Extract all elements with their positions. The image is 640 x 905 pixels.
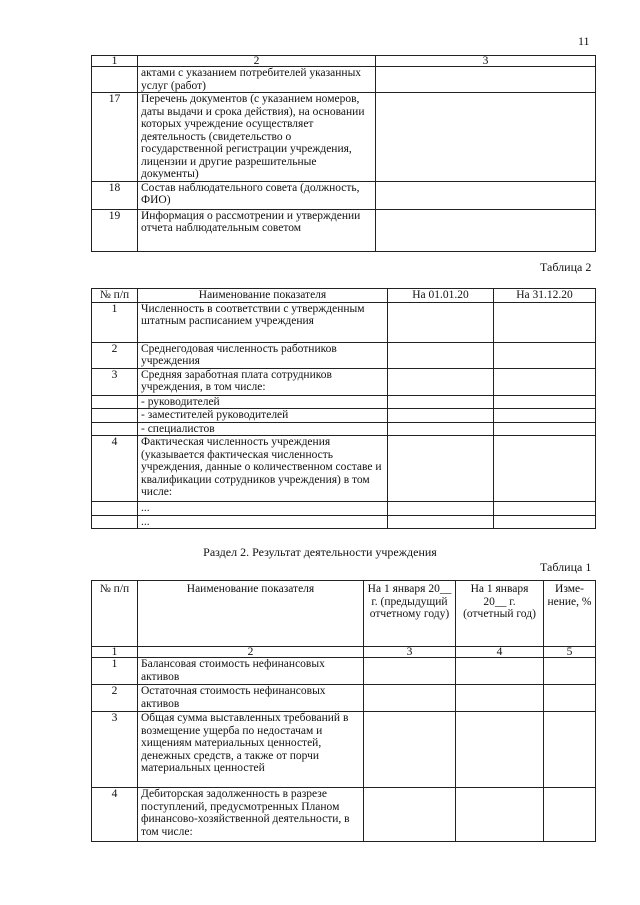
row-number: 3	[92, 712, 138, 788]
empty-cell	[376, 93, 596, 182]
empty-cell	[388, 368, 494, 395]
column-number: 5	[544, 647, 596, 658]
row-text: Дебиторская задолженность в разрезе поступлений, предусмотренных Планом финансово-хозяйственной деятельности, в том числе:	[138, 788, 364, 842]
row-text: Остаточная стоимость нефинансовых активов	[138, 685, 364, 712]
row-number	[92, 409, 138, 423]
empty-cell	[544, 658, 596, 685]
table-header-row	[92, 289, 596, 303]
table-caption: Таблица 1	[540, 560, 592, 574]
table-row	[92, 515, 596, 529]
header-cell: Наименование показателя	[138, 289, 388, 303]
table-section2	[91, 580, 596, 842]
header-cell: № п/п	[92, 581, 138, 647]
row-number	[92, 67, 138, 93]
table-continuation	[91, 55, 596, 252]
empty-cell	[456, 788, 544, 842]
header-cell: Изме-нение, %	[544, 581, 596, 647]
table-caption: Таблица 2	[540, 260, 592, 274]
table-row	[92, 181, 596, 209]
row-text: - руководителей	[138, 395, 388, 409]
empty-cell	[388, 436, 494, 502]
row-number	[92, 422, 138, 436]
row-text: Информация о рассмотрении и утверждении отчета наблюдательным советом	[138, 209, 376, 251]
empty-cell	[494, 515, 596, 529]
empty-cell	[364, 658, 456, 685]
empty-cell	[494, 422, 596, 436]
empty-cell	[456, 685, 544, 712]
row-text: Средняя заработная плата сотрудников учреждения, в том числе:	[138, 368, 388, 395]
row-number: 18	[92, 181, 138, 209]
empty-cell	[364, 712, 456, 788]
table-row	[92, 209, 596, 251]
empty-cell	[494, 409, 596, 423]
row-text: Фактическая численность учреждения (указывается фактическая численность учреждения, данные о количественном составе и квалификации сотрудников учреждения) в том числе:	[138, 436, 388, 502]
row-number: 4	[92, 788, 138, 842]
empty-cell	[494, 436, 596, 502]
empty-cell	[544, 712, 596, 788]
column-number: 1	[92, 56, 138, 67]
row-number: 2	[92, 685, 138, 712]
empty-cell	[494, 368, 596, 395]
table-row	[92, 788, 596, 842]
table-row	[92, 502, 596, 516]
table-row	[92, 395, 596, 409]
page-number: 11	[578, 34, 590, 48]
empty-cell	[364, 788, 456, 842]
empty-cell	[388, 515, 494, 529]
empty-cell	[376, 67, 596, 93]
column-number: 4	[456, 647, 544, 658]
empty-cell	[376, 181, 596, 209]
column-number: 2	[138, 647, 364, 658]
empty-cell	[388, 395, 494, 409]
row-number: 19	[92, 209, 138, 251]
row-text: актами с указанием потребителей указанных услуг (работ)	[138, 67, 376, 93]
empty-cell	[376, 209, 596, 251]
column-number: 3	[376, 56, 596, 67]
row-number	[92, 395, 138, 409]
column-number: 3	[364, 647, 456, 658]
empty-cell	[494, 302, 596, 342]
row-number	[92, 502, 138, 516]
section-title: Раздел 2. Результат деятельности учреждения	[203, 545, 437, 559]
table-row	[92, 658, 596, 685]
empty-cell	[388, 422, 494, 436]
row-text: Среднегодовая численность работников учреждения	[138, 342, 388, 368]
row-text: - специалистов	[138, 422, 388, 436]
column-number: 2	[138, 56, 376, 67]
row-text: Общая сумма выставленных требований в возмещение ущерба по недостачам и хищениям материальных ценностей, денежных средств, а также от порчи материальных ценностей	[138, 712, 364, 788]
row-number: 2	[92, 342, 138, 368]
row-number: 1	[92, 658, 138, 685]
table-row	[92, 342, 596, 368]
empty-cell	[494, 342, 596, 368]
row-text: Перечень документов (с указанием номеров, даты выдачи и срока действия), на основании которых учреждение осуществляет деятельность (свидетельство о государственной регистрации учреждения, лицензии и другие разрешительные документы)	[138, 93, 376, 182]
table-row	[92, 422, 596, 436]
table-row	[92, 302, 596, 342]
table-header-row	[92, 56, 596, 67]
table-row	[92, 67, 596, 93]
row-text: Балансовая стоимость нефинансовых активов	[138, 658, 364, 685]
table-2	[91, 288, 596, 529]
empty-cell	[456, 658, 544, 685]
column-number: 1	[92, 647, 138, 658]
table-row	[92, 368, 596, 395]
table-row	[92, 712, 596, 788]
row-text: - заместителей руководителей	[138, 409, 388, 423]
empty-cell	[494, 395, 596, 409]
header-cell: На 1 января 20__ г. (предыдущий отчетному году)	[364, 581, 456, 647]
header-cell: На 1 января 20__ г. (отчетный год)	[456, 581, 544, 647]
row-text: Численность в соответствии с утвержденным штатным расписанием учреждения	[138, 302, 388, 342]
table-row	[92, 685, 596, 712]
header-cell: № п/п	[92, 289, 138, 303]
row-number: 3	[92, 368, 138, 395]
row-number: 4	[92, 436, 138, 502]
table-row	[92, 93, 596, 182]
empty-cell	[544, 685, 596, 712]
header-cell: Наименование показателя	[138, 581, 364, 647]
empty-cell	[388, 409, 494, 423]
table-header-row	[92, 581, 596, 647]
table-numbers-row	[92, 647, 596, 658]
empty-cell	[456, 712, 544, 788]
row-text: Состав наблюдательного совета (должность, ФИО)	[138, 181, 376, 209]
empty-cell	[364, 685, 456, 712]
table-row	[92, 409, 596, 423]
header-cell: На 31.12.20	[494, 289, 596, 303]
empty-cell	[494, 502, 596, 516]
row-text: ...	[138, 502, 388, 516]
row-number: 17	[92, 93, 138, 182]
empty-cell	[388, 302, 494, 342]
row-number	[92, 515, 138, 529]
row-text: ...	[138, 515, 388, 529]
header-cell: На 01.01.20	[388, 289, 494, 303]
table-row	[92, 436, 596, 502]
row-number: 1	[92, 302, 138, 342]
empty-cell	[388, 502, 494, 516]
empty-cell	[544, 788, 596, 842]
empty-cell	[388, 342, 494, 368]
